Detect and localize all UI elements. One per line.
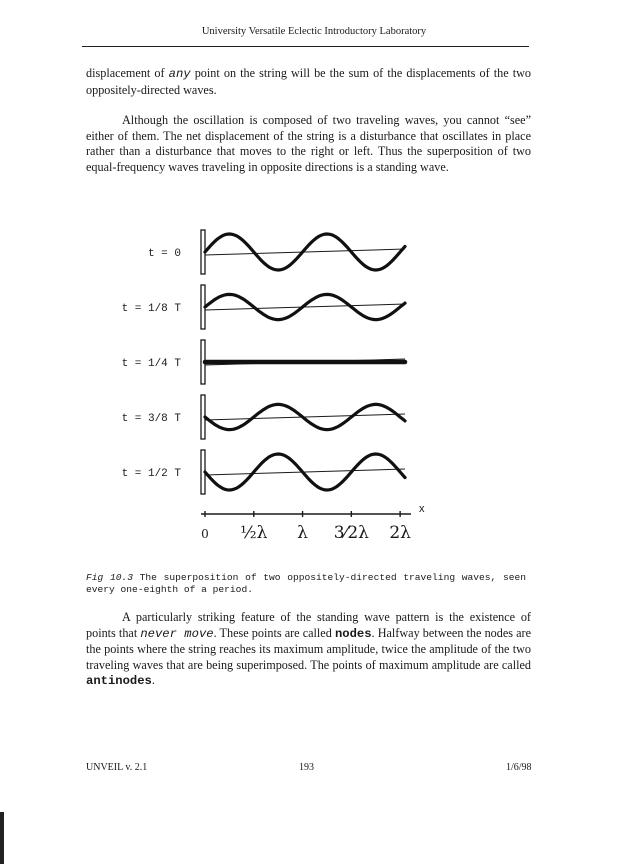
paragraph-2: Although the oscillation is composed of two traveling waves, you cannot “see” either of them. The net displacement of the string is a disturbance that oscillates in place rather than a disturbance that moves to the right or left. Thus the superposition of two equal-frequency waves traveling in opposite directions is a standing wave. bbox=[86, 113, 531, 174]
x-axis-label: x bbox=[419, 503, 425, 515]
row-time-label: t = 3/8 T bbox=[121, 413, 181, 425]
p1-text-b: point on the string will be the sum of the displacements of the two oppositely-directed waves. bbox=[86, 66, 531, 97]
term-nodes: nodes bbox=[334, 626, 372, 641]
wave-row bbox=[122, 285, 405, 329]
header-rule bbox=[82, 46, 529, 47]
p3-text-b: . These points are called bbox=[213, 625, 335, 640]
footer-version: UNVEIL v. 2.1 bbox=[86, 762, 148, 773]
p3-text-c: . Halfway between the nodes are the points where the string reaches its maximum amplitude, twice the amplitude of the two traveling waves that are being superimposed. The points of maximum amplitude are called bbox=[86, 625, 532, 672]
row-time-label: t = 1/2 T bbox=[121, 468, 181, 480]
x-axis-tick-label: 0 bbox=[201, 527, 209, 541]
row-time-label: t = 1/4 T bbox=[121, 358, 181, 370]
figure-caption bbox=[86, 572, 526, 596]
standing-wave-curve bbox=[205, 404, 405, 429]
p3-text-d: . bbox=[151, 673, 155, 688]
page-number: 193 bbox=[299, 762, 314, 773]
standing-wave-figure bbox=[105, 218, 425, 558]
p1-text-a: displacement of bbox=[86, 66, 169, 80]
x-axis-tick-label: 2λ bbox=[389, 523, 411, 543]
scan-edge-mark bbox=[0, 812, 4, 864]
wave-row bbox=[122, 340, 405, 384]
caption-text: The superposition of two oppositely-directed traveling waves, seen every one-eighth of a period. bbox=[86, 572, 526, 595]
paragraph-1 bbox=[86, 66, 531, 98]
term-antinodes: antinodes bbox=[86, 674, 152, 689]
x-axis-tick-label: ½λ bbox=[240, 523, 268, 543]
p1-emphasis: any bbox=[168, 67, 191, 81]
running-header: University Versatile Eclectic Introductory Laboratory bbox=[201, 26, 427, 37]
wave-row bbox=[122, 395, 405, 439]
standing-wave-curve bbox=[205, 294, 405, 319]
paragraph-3 bbox=[86, 610, 531, 690]
footer-date: 1/6/98 bbox=[506, 762, 532, 773]
p3-emphasis: never move bbox=[140, 626, 214, 641]
row-time-label: t = 1/8 T bbox=[121, 303, 181, 315]
row-time-label: t = 0 bbox=[147, 248, 181, 260]
x-axis-tick-label: 3⁄2λ bbox=[333, 523, 369, 543]
p3-text-a: A particularly striking feature of the standing wave pattern is the existence of points that bbox=[86, 610, 531, 640]
wave-row bbox=[122, 450, 405, 494]
caption-label: Fig 10.3 bbox=[86, 572, 133, 583]
x-axis bbox=[201, 503, 425, 543]
x-axis-tick-label: λ bbox=[297, 523, 308, 543]
wave-row bbox=[148, 230, 405, 274]
wave-rows bbox=[122, 230, 405, 494]
